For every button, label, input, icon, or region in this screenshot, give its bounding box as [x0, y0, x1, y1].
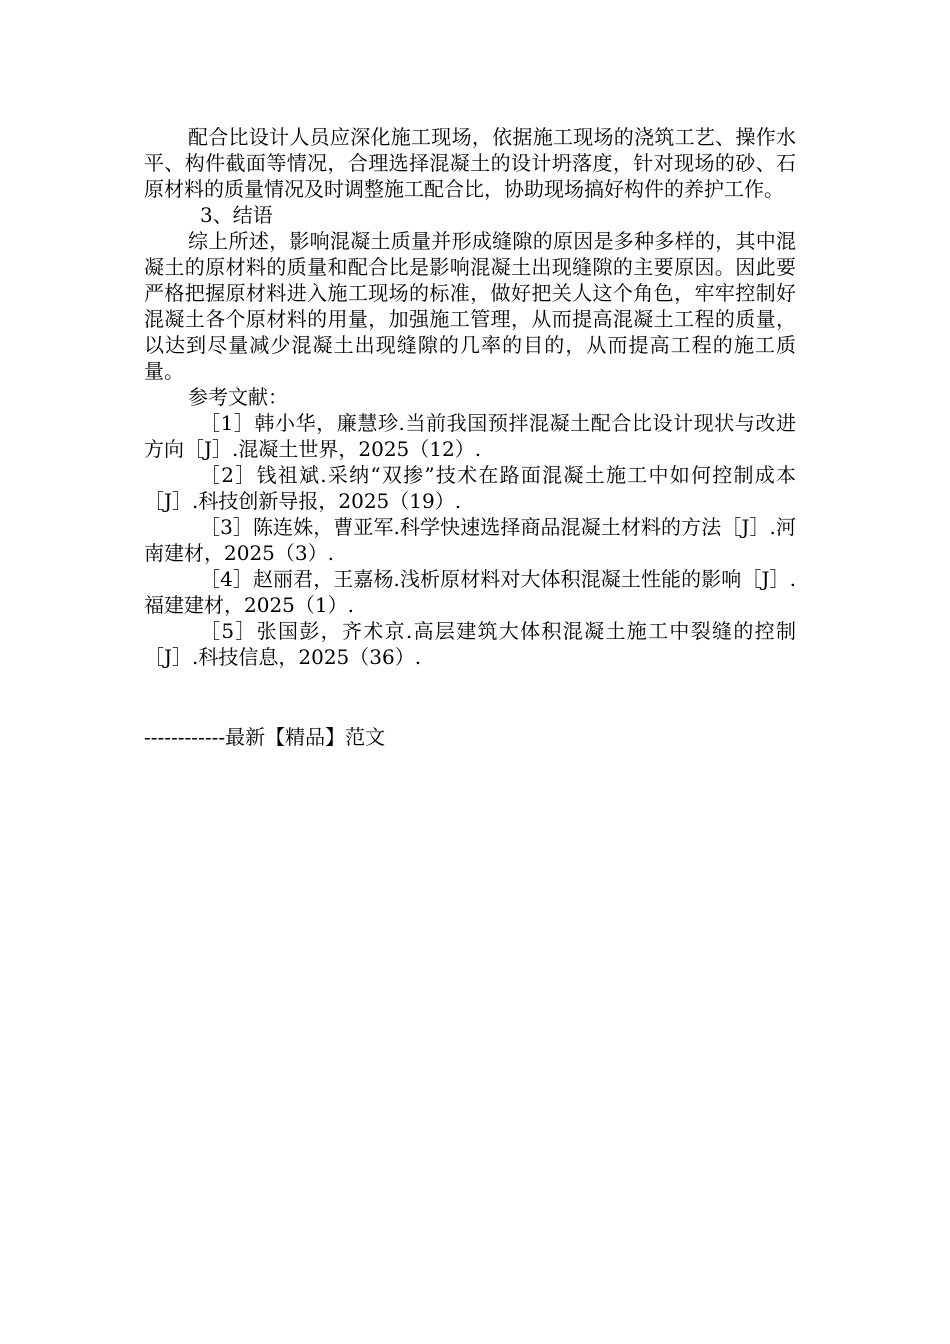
body-paragraph-conclusion: 综上所述，影响混凝土质量并形成缝隙的原因是多种多样的，其中混凝土的原材料的质量和配合比是影响混凝土出现缝隙的主要原因。因此要严格把握原材料进入施工现场的标准，做好把关人这个角色，牢牢控制好混凝土各个原材料的用量，加强施工管理，从而提高混凝土工程的质量，以达到尽量减少混凝土出现缝隙的几率的目的，从而提高工程的施工质量。: [144, 229, 796, 383]
reference-item-1: ［1］韩小华，廉慧珍.当前我国预拌混凝土配合比设计现状与改进方向［J］.混凝土世界，2025（12）.: [144, 411, 796, 461]
reference-item-2: ［2］钱祖斌.采纳“双掺”技术在路面混凝土施工中如何控制成本［J］.科技创新导报，2025（19）.: [144, 463, 796, 513]
section-heading-conclusion: 3、结语: [200, 203, 273, 227]
references-heading: 参考文献：: [188, 385, 288, 409]
reference-item-5: ［5］张国彭，齐术京.高层建筑大体积混凝土施工中裂缝的控制［J］.科技信息，2025（36）.: [144, 619, 796, 669]
reference-item-3: ［3］陈连姝，曹亚军.科学快速选择商品混凝土材料的方法［J］.河南建材，2025（3）.: [144, 515, 796, 565]
reference-item-4: ［4］赵丽君，王嘉杨.浅析原材料对大体积混凝土性能的影响［J］.福建建材，2025（1）.: [144, 567, 796, 617]
body-paragraph-mix-design: 配合比设计人员应深化施工现场，依据施工现场的浇筑工艺、操作水平、构件截面等情况，合理选择混凝土的设计坍落度，针对现场的砂、石原材料的质量情况及时调整施工配合比，协助现场搞好构件的养护工作。: [144, 125, 796, 201]
document-body: [144, 124, 796, 670]
footer-text: ------------最新【精品】范文: [144, 725, 386, 749]
